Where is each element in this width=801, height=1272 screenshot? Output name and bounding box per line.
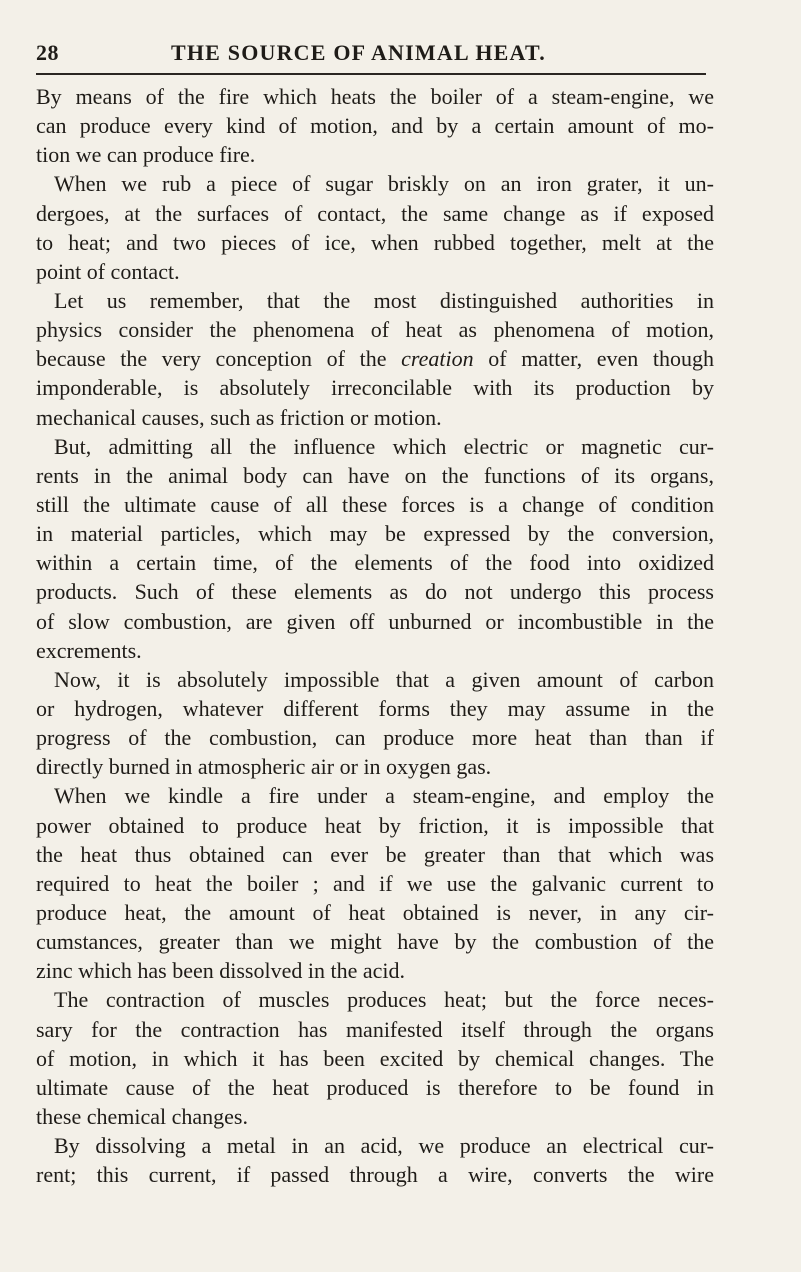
text-line: By dissolving a metal in an acid, we produce an electrical cur- <box>54 1133 714 1159</box>
text-line: of motion, in which it has been excited by chemical changes. The <box>36 1045 714 1071</box>
text-line: the heat thus obtained can ever be greater than that which was <box>36 841 714 867</box>
text-line: can produce every kind of motion, and by a certain amount of mo- <box>36 113 714 139</box>
header-rule <box>36 73 706 75</box>
text-line: excrements. <box>36 637 142 663</box>
text-line: these chemical changes. <box>36 1103 248 1129</box>
text-line: ultimate cause of the heat produced is therefore to be found in <box>36 1074 714 1100</box>
text-line: within a certain time, of the elements of the food into oxidized <box>36 550 714 576</box>
text-line: Let us remember, that the most distinguished authorities in <box>54 287 714 313</box>
text-line: physics consider the phenomena of heat as phenomena of motion, <box>36 317 714 343</box>
page-header <box>36 38 706 68</box>
text-line: power obtained to produce heat by friction, it is impossible that <box>36 812 714 838</box>
text-line: to heat; and two pieces of ice, when rubbed together, melt at the <box>36 229 714 255</box>
text-line: When we kindle a fire under a steam-engine, and employ the <box>54 783 714 809</box>
text-line: required to heat the boiler ; and if we use the galvanic current to <box>36 870 714 896</box>
italic-word: creation <box>401 346 474 372</box>
text-line: progress of the combustion, can produce more heat than than if <box>36 725 714 751</box>
text-line: But, admitting all the influence which electric or magnetic cur- <box>54 433 714 459</box>
text-line: By means of the fire which heats the boiler of a steam-engine, we <box>36 84 714 109</box>
text-line: The contraction of muscles produces heat; but the force neces- <box>54 987 714 1013</box>
text-line: sary for the contraction has manifested itself through the organs <box>36 1016 714 1042</box>
text-line: produce heat, the amount of heat obtained is never, in any cir- <box>36 899 714 925</box>
text-line: point of contact. <box>36 258 180 284</box>
text-line: tion we can produce fire. <box>36 142 256 168</box>
text-line: in material particles, which may be expressed by the conversion, <box>36 521 714 547</box>
body-text <box>36 82 714 1189</box>
text-line: Now, it is absolutely impossible that a given amount of carbon <box>54 666 714 692</box>
text-line <box>36 344 714 373</box>
text-line: directly burned in atmospheric air or in oxygen gas. <box>36 754 492 780</box>
text-line: or hydrogen, whatever different forms they may assume in the <box>36 695 714 721</box>
running-head: THE SOURCE OF ANIMAL HEAT. <box>171 40 546 65</box>
page-number: 28 <box>36 40 59 65</box>
text-line: When we rub a piece of sugar briskly on an iron grater, it un- <box>54 171 714 197</box>
text-line: imponderable, is absolutely irreconcilable with its production by <box>36 375 714 401</box>
text-line: zinc which has been dissolved in the acid. <box>36 958 406 984</box>
text-line: still the ultimate cause of all these forces is a change of condition <box>36 491 714 517</box>
text-line: rents in the animal body can have on the functions of its organs, <box>36 462 714 488</box>
text-line: mechanical causes, such as friction or motion. <box>36 404 442 430</box>
text-line: of slow combustion, are given off unburned or incombustible in the <box>36 608 714 634</box>
text-line: cumstances, greater than we might have by the combustion of the <box>36 929 714 955</box>
text-segment: because the very conception of the <box>36 346 402 372</box>
text-line: products. Such of these elements as do not undergo this process <box>36 579 714 605</box>
text-line: dergoes, at the surfaces of contact, the same change as if exposed <box>36 200 714 226</box>
text-line: rent; this current, if passed through a wire, converts the wire <box>36 1162 714 1188</box>
text-segment: of matter, even though <box>473 346 714 372</box>
